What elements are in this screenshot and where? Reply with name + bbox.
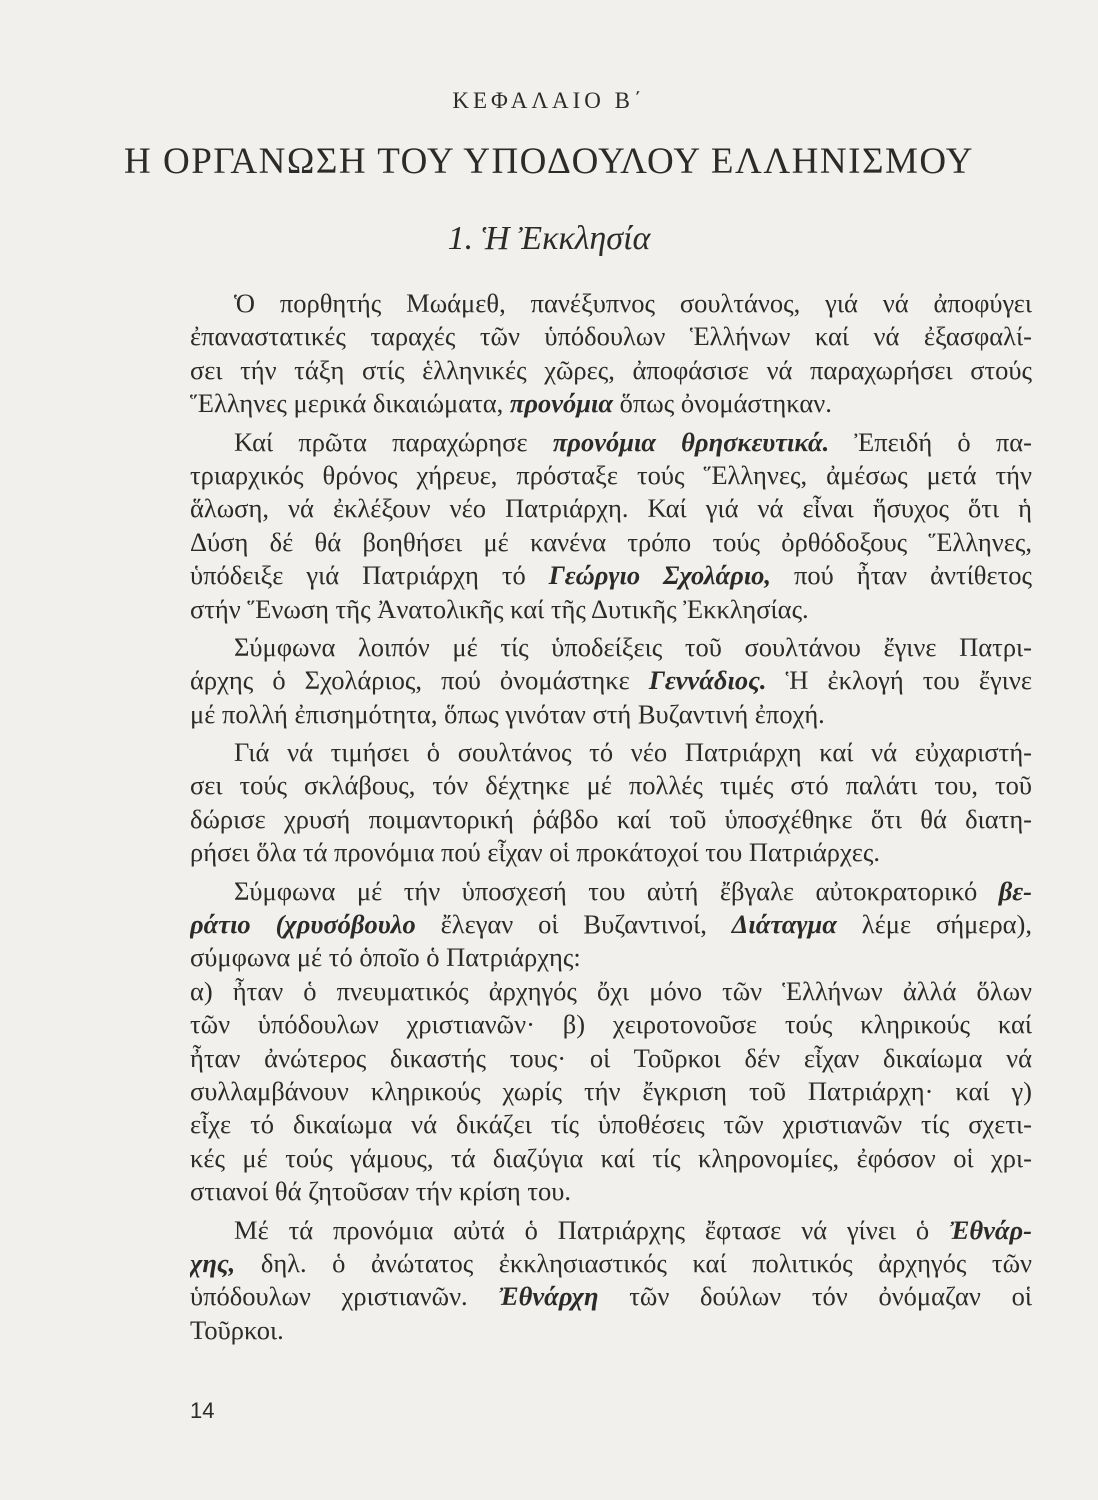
text-line: στιανοί θά ζητοῦσαν τήν κρίση του. (190, 1176, 571, 1207)
text-line: Σύμφωνα μέ τήν ὑποσχεσή του αὐτή ἔβγαλε αὐτοκρατορικό βε- (234, 875, 1032, 906)
text-line: σει τούς σκλάβους, τόν δέχτηκε μέ πολλές τιμές στό παλάτι του, τοῦ (190, 770, 1032, 801)
body-text (190, 287, 1032, 1347)
text-line: Μέ τά προνόμια αὐτά ὁ Πατριάρχης ἔφτασε νά γίνει ὁ Ἐθνάρ- (234, 1214, 1032, 1245)
text-line: ὑπόδειξε γιά Πατριάρχη τό Γεώργιο Σχολάριο, πού ἦταν ἀντίθετος (190, 560, 1032, 591)
text-line: άρχης ὁ Σχολάριος, πού ὀνομάστηκε Γεννάδιος. Ἡ ἐκλογή του ἔγινε (190, 665, 1032, 696)
text-line: ὑπόδουλων χριστιανῶν. Ἐθνάρχη τῶν δούλων τόν ὀνόμαζαν οἱ (190, 1281, 1032, 1312)
text-line: Δύση δέ θά βοηθήσει μέ κανένα τρόπο τούς ὀρθόδοξους Ἕλληνες, (190, 526, 1032, 557)
chapter-label: ΚΕΦΑΛΑΙΟ Β΄ (452, 88, 646, 113)
text-line: κές μέ τούς γάμους, τά διαζύγια καί τίς κληρονομίες, ἐφόσον οἱ χρι- (190, 1142, 1032, 1173)
section-title: 1. Ἡ Ἐκκλησία (447, 220, 651, 257)
text-line: ἅλωση, νά ἐκλέξουν νέο Πατριάρχη. Καί γιά νά εἶναι ἥσυχος ὅτι ἡ (190, 493, 1032, 524)
text-line: δώρισε χρυσή ποιμαντορική ῥάβδο καί τοῦ ὑποσχέθηκε ὅτι θά διατη- (190, 803, 1032, 834)
text-line: α) ἦταν ὁ πνευματικός ἀρχηγός ὄχι μόνο τῶν Ἑλλήνων ἀλλά ὅλων (190, 975, 1032, 1006)
text-line: σύμφωνα μέ τό ὁποῖο ὁ Πατριάρχης: (190, 942, 581, 973)
text-line: σει τήν τάξη στίς ἑλληνικές χῶρες, ἀποφάσισε νά παραχωρήσει στούς (190, 354, 1032, 385)
text-line: ἐπαναστατικές ταραχές τῶν ὑπόδουλων Ἑλλήνων καί νά ἐξασφαλί- (190, 321, 1032, 352)
text-line: Καί πρῶτα παραχώρησε προνόμια θρησκευτικά. Ἐπειδή ὁ πα- (234, 426, 1032, 457)
text-line: εἶχε τό δικαίωμα νά δικάζει τίς ὑποθέσεις τῶν χριστιανῶν τίς σχετι- (190, 1109, 1032, 1140)
text-line: τριαρχικός θρόνος χήρευε, πρόσταξε τούς Ἕλληνες, ἀμέσως μετά τήν (190, 459, 1032, 490)
text-line: συλλαμβάνουν κληρικούς χωρίς τήν ἔγκριση τοῦ Πατριάρχη· καί γ) (190, 1075, 1032, 1106)
text-line: Γιά νά τιμήσει ὁ σουλτάνος τό νέο Πατριάρχη καί νά εὐχαριστή- (234, 737, 1032, 768)
text-line: τῶν ὑπόδουλων χριστιανῶν· β) χειροτονοῦσε τούς κληρικούς καί (190, 1009, 1032, 1040)
text-line: Ὁ πορθητής Μωάμεθ, πανέξυπνος σουλτάνος, γιά νά ἀποφύγει (234, 288, 1032, 318)
chapter-title: Η ΟΡΓΑΝΩΣΗ ΤΟΥ ΥΠΟΔΟΥΛΟΥ ΕΛΛΗΝΙΣΜΟΥ (124, 141, 974, 182)
text-line: μέ πολλή ἐπισημότητα, ὅπως γινόταν στή Βυζαντινή ἐποχή. (190, 698, 825, 729)
text-line: Τοῦρκοι. (190, 1314, 284, 1345)
text-line: Σύμφωνα λοιπόν μέ τίς ὑποδείξεις τοῦ σουλτάνου ἔγινε Πατρι- (234, 631, 1032, 662)
text-line: ράτιο (χρυσόβουλο ἔλεγαν οἱ Βυζαντινοί, Διάταγμα λέμε σήμερα), (190, 909, 1032, 940)
text-line: χης, δηλ. ὁ ἀνώτατος ἐκκλησιαστικός καί πολιτικός ἀρχηγός τῶν (190, 1247, 1032, 1278)
text-line: Ἕλληνες μερικά δικαιώματα, προνόμια ὅπως ὀνομάστηκαν. (190, 388, 832, 419)
page-number: 14 (190, 1398, 215, 1423)
text-line: ἦταν ἀνώτερος δικαστής τους· οἱ Τοῦρκοι δέν εἶχαν δικαίωμα νά (190, 1042, 1032, 1073)
text-line: ρήσει ὅλα τά προνόμια πού εἶχαν οἱ προκάτοχοί του Πατριάρχες. (190, 837, 880, 868)
text-line: στήν Ἕνωση τῆς Ἀνατολικῆς καί τῆς Δυτικῆς Ἐκκλησίας. (190, 593, 809, 624)
